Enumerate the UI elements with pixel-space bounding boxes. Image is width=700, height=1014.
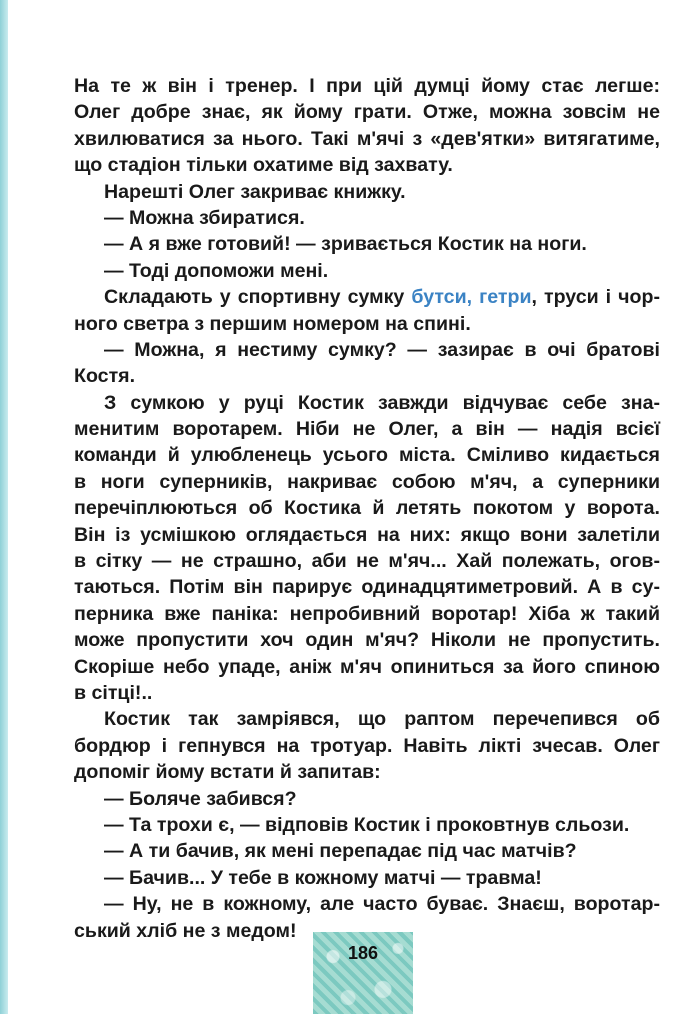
text-line: З сумкою у руці Костик завжди відчуває себе зна-: [104, 391, 660, 414]
text-line: Він із усмішкою оглядається на них: якщо вони залетіли: [74, 523, 660, 546]
page-edge-decoration: [0, 0, 8, 1014]
text-line: Костик так замріявся, що раптом перечепився об: [104, 708, 660, 731]
text-line: допоміг йому встати й запитав:: [74, 761, 381, 784]
text-segment: , труси і чор-: [531, 286, 660, 309]
text-line: бордюр і гепнувся на тротуар. Навіть лікті зчесав. Олег: [74, 734, 660, 757]
highlighted-term: бутси, гетри: [411, 286, 532, 309]
text-line: перечіплюються об Костика й летять покотом у ворота.: [74, 497, 660, 520]
text-line: в сітку — не страшно, аби не м'яч... Хай полежать, огов-: [74, 550, 660, 573]
text-line: — Можна збиратися.: [104, 206, 305, 229]
text-line: що стадіон тільки охатиме від захвату.: [74, 154, 453, 177]
text-line: Скоріше небо упаде, аніж м'яч опиниться за його спиною: [74, 655, 660, 678]
text-line: команди й улюбленець усього міста. Сміливо кидається: [74, 444, 660, 467]
text-line: — Ну, не в кожному, але часто буває. Знаєш, воротар-: [104, 893, 660, 916]
text-line: перника вже паніка: непробивний воротар! Хіба ж такий: [74, 602, 660, 625]
text-line: може пропустити хоч один м'яч? Ніколи не пропустить.: [74, 629, 660, 652]
text-line: — Тоді допоможи мені.: [104, 259, 329, 282]
text-line: — Та трохи є, — відповів Костик і проковтнув сльози.: [104, 813, 630, 836]
text-line: таються. Потім він парирує одинадцятиметровий. А в су-: [74, 576, 660, 599]
text-line: ський хліб не з медом!: [74, 919, 297, 942]
text-line: Нарешті Олег закриває книжку.: [104, 180, 406, 203]
text-line: — Можна, я нестиму сумку? — зазирає в очі братові: [104, 338, 660, 361]
text-line: — Бачив... У тебе в кожному матчі — травма!: [104, 866, 542, 889]
text-line: в сітці!..: [74, 681, 153, 704]
text-line: в ноги суперників, накриває собою м'яч, а суперники: [74, 470, 660, 493]
text-line: — А ти бачив, як мені перепадає під час матчів?: [104, 840, 577, 863]
text-line: менитим воротарем. Ніби не Олег, а він — надія всієї: [74, 418, 660, 441]
text-line: ного светра з першим номером на спині.: [74, 312, 471, 335]
text-line: хвилюватися за нього. Такі м'ячі з «дев'ятки» витягатиме,: [74, 127, 660, 150]
page-number: 186: [347, 943, 379, 963]
text-line: Костя.: [74, 365, 136, 388]
text-segment: Складають у спортивну сумку: [104, 286, 412, 309]
text-line: — А я вже готовий! — зривається Костик на ноги.: [104, 233, 587, 256]
text-line: [74, 284, 660, 310]
text-line: — Боляче забився?: [104, 787, 297, 810]
book-page-text: [74, 73, 660, 944]
text-line: Олег добре знає, як йому грати. Отже, можна зовсім не: [74, 101, 660, 124]
text-line: На те ж він і тренер. І при цій думці йому стає легше:: [74, 75, 660, 97]
